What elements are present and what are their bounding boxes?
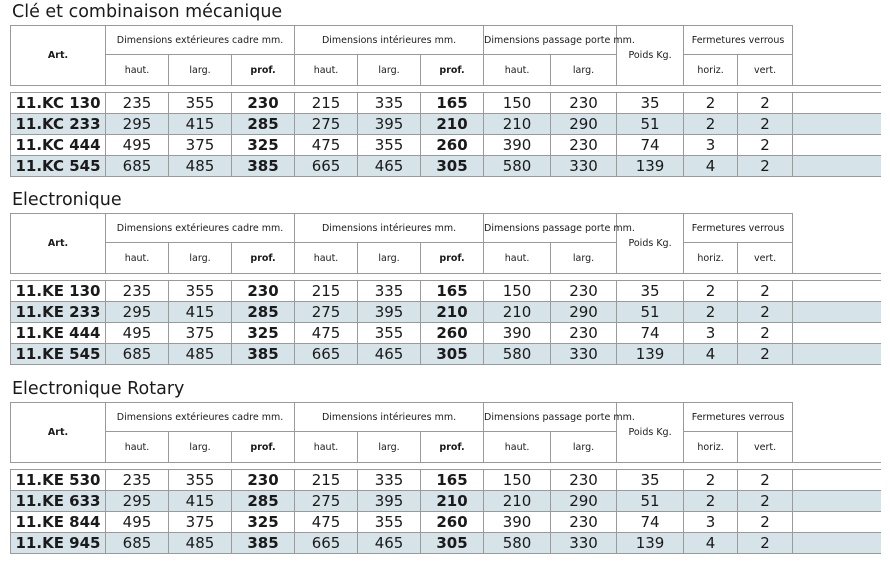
ext-height-cell: 495 <box>106 512 169 533</box>
ext-width-cell: 355 <box>169 93 232 114</box>
table-row <box>11 156 881 177</box>
height-subheader: haut. <box>295 243 358 274</box>
weight-cell: 139 <box>617 156 684 177</box>
passage-height-cell: 150 <box>484 93 551 114</box>
ext-depth-cell: 385 <box>232 344 295 365</box>
table-row <box>11 491 881 512</box>
article-code: 11.KE 444 <box>11 323 106 344</box>
int-dimensions-header: Dimensions intérieures mm. <box>295 26 484 55</box>
ext-width-cell: 375 <box>169 323 232 344</box>
horizontal-bolts-cell: 2 <box>684 281 738 302</box>
passage-height-cell: 210 <box>484 114 551 135</box>
article-code: 11.KE 945 <box>11 533 106 554</box>
passage-width-cell: 290 <box>551 302 617 323</box>
spacer <box>11 463 881 470</box>
vertical-bolts-cell: 2 <box>738 302 793 323</box>
weight-cell: 51 <box>617 114 684 135</box>
table-row <box>11 512 881 533</box>
passage-width-cell: 330 <box>551 533 617 554</box>
int-height-cell: 275 <box>295 491 358 512</box>
section-title: Clé et combinaison mécanique <box>12 2 283 22</box>
ext-dimensions-header: Dimensions extérieures cadre mm. <box>106 26 295 55</box>
int-width-cell: 395 <box>358 114 421 135</box>
article-code: 11.KE 530 <box>11 470 106 491</box>
blank-cell <box>793 302 881 323</box>
horizontal-bolts-cell: 4 <box>684 156 738 177</box>
int-dimensions-header: Dimensions intérieures mm. <box>295 214 484 243</box>
table-row <box>11 302 881 323</box>
height-subheader: haut. <box>484 55 551 86</box>
passage-width-cell: 330 <box>551 156 617 177</box>
passage-width-cell: 230 <box>551 512 617 533</box>
ext-depth-cell: 230 <box>232 281 295 302</box>
section-title: Electronique <box>12 190 122 210</box>
ext-dimensions-header: Dimensions extérieures cadre mm. <box>106 403 295 432</box>
int-height-cell: 475 <box>295 512 358 533</box>
int-depth-cell: 305 <box>421 344 484 365</box>
ext-depth-cell: 285 <box>232 114 295 135</box>
horizontal-bolts-cell: 2 <box>684 491 738 512</box>
depth-subheader: prof. <box>421 55 484 86</box>
passage-height-cell: 210 <box>484 302 551 323</box>
int-height-cell: 215 <box>295 281 358 302</box>
passage-width-cell: 330 <box>551 344 617 365</box>
horizontal-subheader: horiz. <box>684 243 738 274</box>
passage-width-cell: 230 <box>551 323 617 344</box>
depth-subheader: prof. <box>421 243 484 274</box>
section-title: Electronique Rotary <box>12 379 185 399</box>
product-section <box>10 188 880 365</box>
int-width-cell: 395 <box>358 302 421 323</box>
table-row <box>11 323 881 344</box>
depth-subheader: prof. <box>232 432 295 463</box>
table-row <box>11 281 881 302</box>
ext-width-cell: 415 <box>169 302 232 323</box>
int-depth-cell: 210 <box>421 491 484 512</box>
ext-height-cell: 235 <box>106 281 169 302</box>
int-height-cell: 665 <box>295 344 358 365</box>
weight-header: Poids Kg. <box>617 403 684 463</box>
int-height-cell: 665 <box>295 533 358 554</box>
int-width-cell: 465 <box>358 344 421 365</box>
ext-width-cell: 355 <box>169 281 232 302</box>
weight-cell: 74 <box>617 135 684 156</box>
int-depth-cell: 305 <box>421 533 484 554</box>
ext-depth-cell: 325 <box>232 323 295 344</box>
vertical-bolts-cell: 2 <box>738 344 793 365</box>
weight-cell: 51 <box>617 302 684 323</box>
ext-height-cell: 295 <box>106 114 169 135</box>
width-subheader: larg. <box>551 432 617 463</box>
vertical-bolts-cell: 2 <box>738 323 793 344</box>
ext-height-cell: 295 <box>106 302 169 323</box>
int-height-cell: 215 <box>295 93 358 114</box>
weight-header: Poids Kg. <box>617 26 684 86</box>
horizontal-bolts-cell: 4 <box>684 533 738 554</box>
vertical-subheader: vert. <box>738 55 793 86</box>
passage-width-cell: 230 <box>551 135 617 156</box>
height-subheader: haut. <box>295 55 358 86</box>
height-subheader: haut. <box>106 55 169 86</box>
passage-height-cell: 150 <box>484 470 551 491</box>
spec-table <box>10 25 881 177</box>
article-code: 11.KC 130 <box>11 93 106 114</box>
blank-cell <box>793 135 881 156</box>
product-section <box>10 377 880 554</box>
ext-dimensions-header: Dimensions extérieures cadre mm. <box>106 214 295 243</box>
table-row <box>11 533 881 554</box>
table-row <box>11 114 881 135</box>
ext-width-cell: 415 <box>169 114 232 135</box>
vertical-bolts-cell: 2 <box>738 93 793 114</box>
blank-cell <box>793 214 881 274</box>
bolts-header: Fermetures verrous <box>684 26 793 55</box>
int-width-cell: 395 <box>358 491 421 512</box>
int-width-cell: 355 <box>358 512 421 533</box>
ext-depth-cell: 285 <box>232 302 295 323</box>
blank-cell <box>793 403 881 463</box>
int-depth-cell: 260 <box>421 512 484 533</box>
height-subheader: haut. <box>295 432 358 463</box>
blank-cell <box>793 323 881 344</box>
passage-height-cell: 580 <box>484 156 551 177</box>
vertical-bolts-cell: 2 <box>738 135 793 156</box>
passage-width-cell: 290 <box>551 491 617 512</box>
article-code: 11.KC 545 <box>11 156 106 177</box>
int-depth-cell: 305 <box>421 156 484 177</box>
table-row <box>11 135 881 156</box>
blank-cell <box>793 344 881 365</box>
ext-height-cell: 495 <box>106 135 169 156</box>
int-height-cell: 275 <box>295 302 358 323</box>
horizontal-bolts-cell: 2 <box>684 114 738 135</box>
int-height-cell: 475 <box>295 323 358 344</box>
spacer <box>11 274 881 281</box>
passage-dimensions-header: Dimensions passage porte mm. <box>484 403 617 432</box>
width-subheader: larg. <box>169 55 232 86</box>
vertical-bolts-cell: 2 <box>738 114 793 135</box>
ext-width-cell: 375 <box>169 512 232 533</box>
vertical-bolts-cell: 2 <box>738 512 793 533</box>
ext-height-cell: 685 <box>106 533 169 554</box>
ext-depth-cell: 385 <box>232 156 295 177</box>
ext-height-cell: 685 <box>106 156 169 177</box>
horizontal-bolts-cell: 3 <box>684 323 738 344</box>
width-subheader: larg. <box>358 432 421 463</box>
bolts-header: Fermetures verrous <box>684 403 793 432</box>
blank-cell <box>793 491 881 512</box>
weight-cell: 51 <box>617 491 684 512</box>
horizontal-bolts-cell: 4 <box>684 344 738 365</box>
vertical-bolts-cell: 2 <box>738 491 793 512</box>
int-depth-cell: 260 <box>421 323 484 344</box>
art-header: Art. <box>11 214 106 274</box>
int-depth-cell: 165 <box>421 93 484 114</box>
blank-cell <box>793 470 881 491</box>
passage-height-cell: 390 <box>484 512 551 533</box>
int-depth-cell: 165 <box>421 470 484 491</box>
table-row <box>11 344 881 365</box>
article-code: 11.KE 633 <box>11 491 106 512</box>
vertical-bolts-cell: 2 <box>738 281 793 302</box>
ext-height-cell: 495 <box>106 323 169 344</box>
ext-depth-cell: 385 <box>232 533 295 554</box>
int-height-cell: 215 <box>295 470 358 491</box>
article-code: 11.KE 844 <box>11 512 106 533</box>
int-width-cell: 335 <box>358 470 421 491</box>
ext-depth-cell: 325 <box>232 512 295 533</box>
int-width-cell: 355 <box>358 135 421 156</box>
passage-height-cell: 150 <box>484 281 551 302</box>
passage-height-cell: 390 <box>484 135 551 156</box>
width-subheader: larg. <box>169 432 232 463</box>
vertical-bolts-cell: 2 <box>738 470 793 491</box>
blank-cell <box>793 512 881 533</box>
passage-height-cell: 210 <box>484 491 551 512</box>
vertical-bolts-cell: 2 <box>738 533 793 554</box>
weight-header: Poids Kg. <box>617 214 684 274</box>
blank-cell <box>793 156 881 177</box>
product-section <box>10 0 880 177</box>
int-width-cell: 335 <box>358 281 421 302</box>
blank-cell <box>793 93 881 114</box>
depth-subheader: prof. <box>421 432 484 463</box>
article-code: 11.KE 130 <box>11 281 106 302</box>
ext-width-cell: 485 <box>169 344 232 365</box>
passage-width-cell: 230 <box>551 281 617 302</box>
ext-width-cell: 485 <box>169 156 232 177</box>
ext-width-cell: 355 <box>169 470 232 491</box>
table-row <box>11 93 881 114</box>
ext-height-cell: 235 <box>106 93 169 114</box>
bolts-header: Fermetures verrous <box>684 214 793 243</box>
ext-width-cell: 485 <box>169 533 232 554</box>
horizontal-bolts-cell: 3 <box>684 135 738 156</box>
ext-depth-cell: 230 <box>232 470 295 491</box>
blank-cell <box>793 533 881 554</box>
blank-cell <box>793 114 881 135</box>
height-subheader: haut. <box>484 243 551 274</box>
table-row <box>11 470 881 491</box>
passage-dimensions-header: Dimensions passage porte mm. <box>484 26 617 55</box>
article-code: 11.KC 444 <box>11 135 106 156</box>
int-width-cell: 465 <box>358 533 421 554</box>
blank-cell <box>793 281 881 302</box>
vertical-subheader: vert. <box>738 432 793 463</box>
int-width-cell: 355 <box>358 323 421 344</box>
blank-cell <box>793 26 881 86</box>
ext-width-cell: 415 <box>169 491 232 512</box>
passage-width-cell: 230 <box>551 470 617 491</box>
int-height-cell: 665 <box>295 156 358 177</box>
int-depth-cell: 260 <box>421 135 484 156</box>
width-subheader: larg. <box>169 243 232 274</box>
vertical-subheader: vert. <box>738 243 793 274</box>
weight-cell: 35 <box>617 281 684 302</box>
ext-height-cell: 685 <box>106 344 169 365</box>
int-depth-cell: 210 <box>421 302 484 323</box>
horizontal-subheader: horiz. <box>684 432 738 463</box>
width-subheader: larg. <box>551 55 617 86</box>
weight-cell: 74 <box>617 323 684 344</box>
passage-width-cell: 290 <box>551 114 617 135</box>
ext-width-cell: 375 <box>169 135 232 156</box>
passage-dimensions-header: Dimensions passage porte mm. <box>484 214 617 243</box>
int-width-cell: 335 <box>358 93 421 114</box>
passage-width-cell: 230 <box>551 93 617 114</box>
weight-cell: 74 <box>617 512 684 533</box>
weight-cell: 139 <box>617 533 684 554</box>
spec-table <box>10 213 881 365</box>
height-subheader: haut. <box>484 432 551 463</box>
depth-subheader: prof. <box>232 243 295 274</box>
ext-depth-cell: 285 <box>232 491 295 512</box>
horizontal-bolts-cell: 2 <box>684 470 738 491</box>
article-code: 11.KE 233 <box>11 302 106 323</box>
int-height-cell: 275 <box>295 114 358 135</box>
vertical-bolts-cell: 2 <box>738 156 793 177</box>
art-header: Art. <box>11 26 106 86</box>
int-depth-cell: 210 <box>421 114 484 135</box>
weight-cell: 139 <box>617 344 684 365</box>
passage-height-cell: 580 <box>484 533 551 554</box>
spacer <box>11 86 881 93</box>
int-dimensions-header: Dimensions intérieures mm. <box>295 403 484 432</box>
horizontal-subheader: horiz. <box>684 55 738 86</box>
passage-height-cell: 390 <box>484 323 551 344</box>
height-subheader: haut. <box>106 432 169 463</box>
art-header: Art. <box>11 403 106 463</box>
weight-cell: 35 <box>617 470 684 491</box>
width-subheader: larg. <box>358 55 421 86</box>
horizontal-bolts-cell: 3 <box>684 512 738 533</box>
article-code: 11.KC 233 <box>11 114 106 135</box>
width-subheader: larg. <box>551 243 617 274</box>
passage-height-cell: 580 <box>484 344 551 365</box>
width-subheader: larg. <box>358 243 421 274</box>
int-width-cell: 465 <box>358 156 421 177</box>
ext-depth-cell: 230 <box>232 93 295 114</box>
ext-height-cell: 235 <box>106 470 169 491</box>
weight-cell: 35 <box>617 93 684 114</box>
int-depth-cell: 165 <box>421 281 484 302</box>
ext-height-cell: 295 <box>106 491 169 512</box>
spec-table <box>10 402 881 554</box>
ext-depth-cell: 325 <box>232 135 295 156</box>
depth-subheader: prof. <box>232 55 295 86</box>
article-code: 11.KE 545 <box>11 344 106 365</box>
horizontal-bolts-cell: 2 <box>684 302 738 323</box>
height-subheader: haut. <box>106 243 169 274</box>
int-height-cell: 475 <box>295 135 358 156</box>
horizontal-bolts-cell: 2 <box>684 93 738 114</box>
